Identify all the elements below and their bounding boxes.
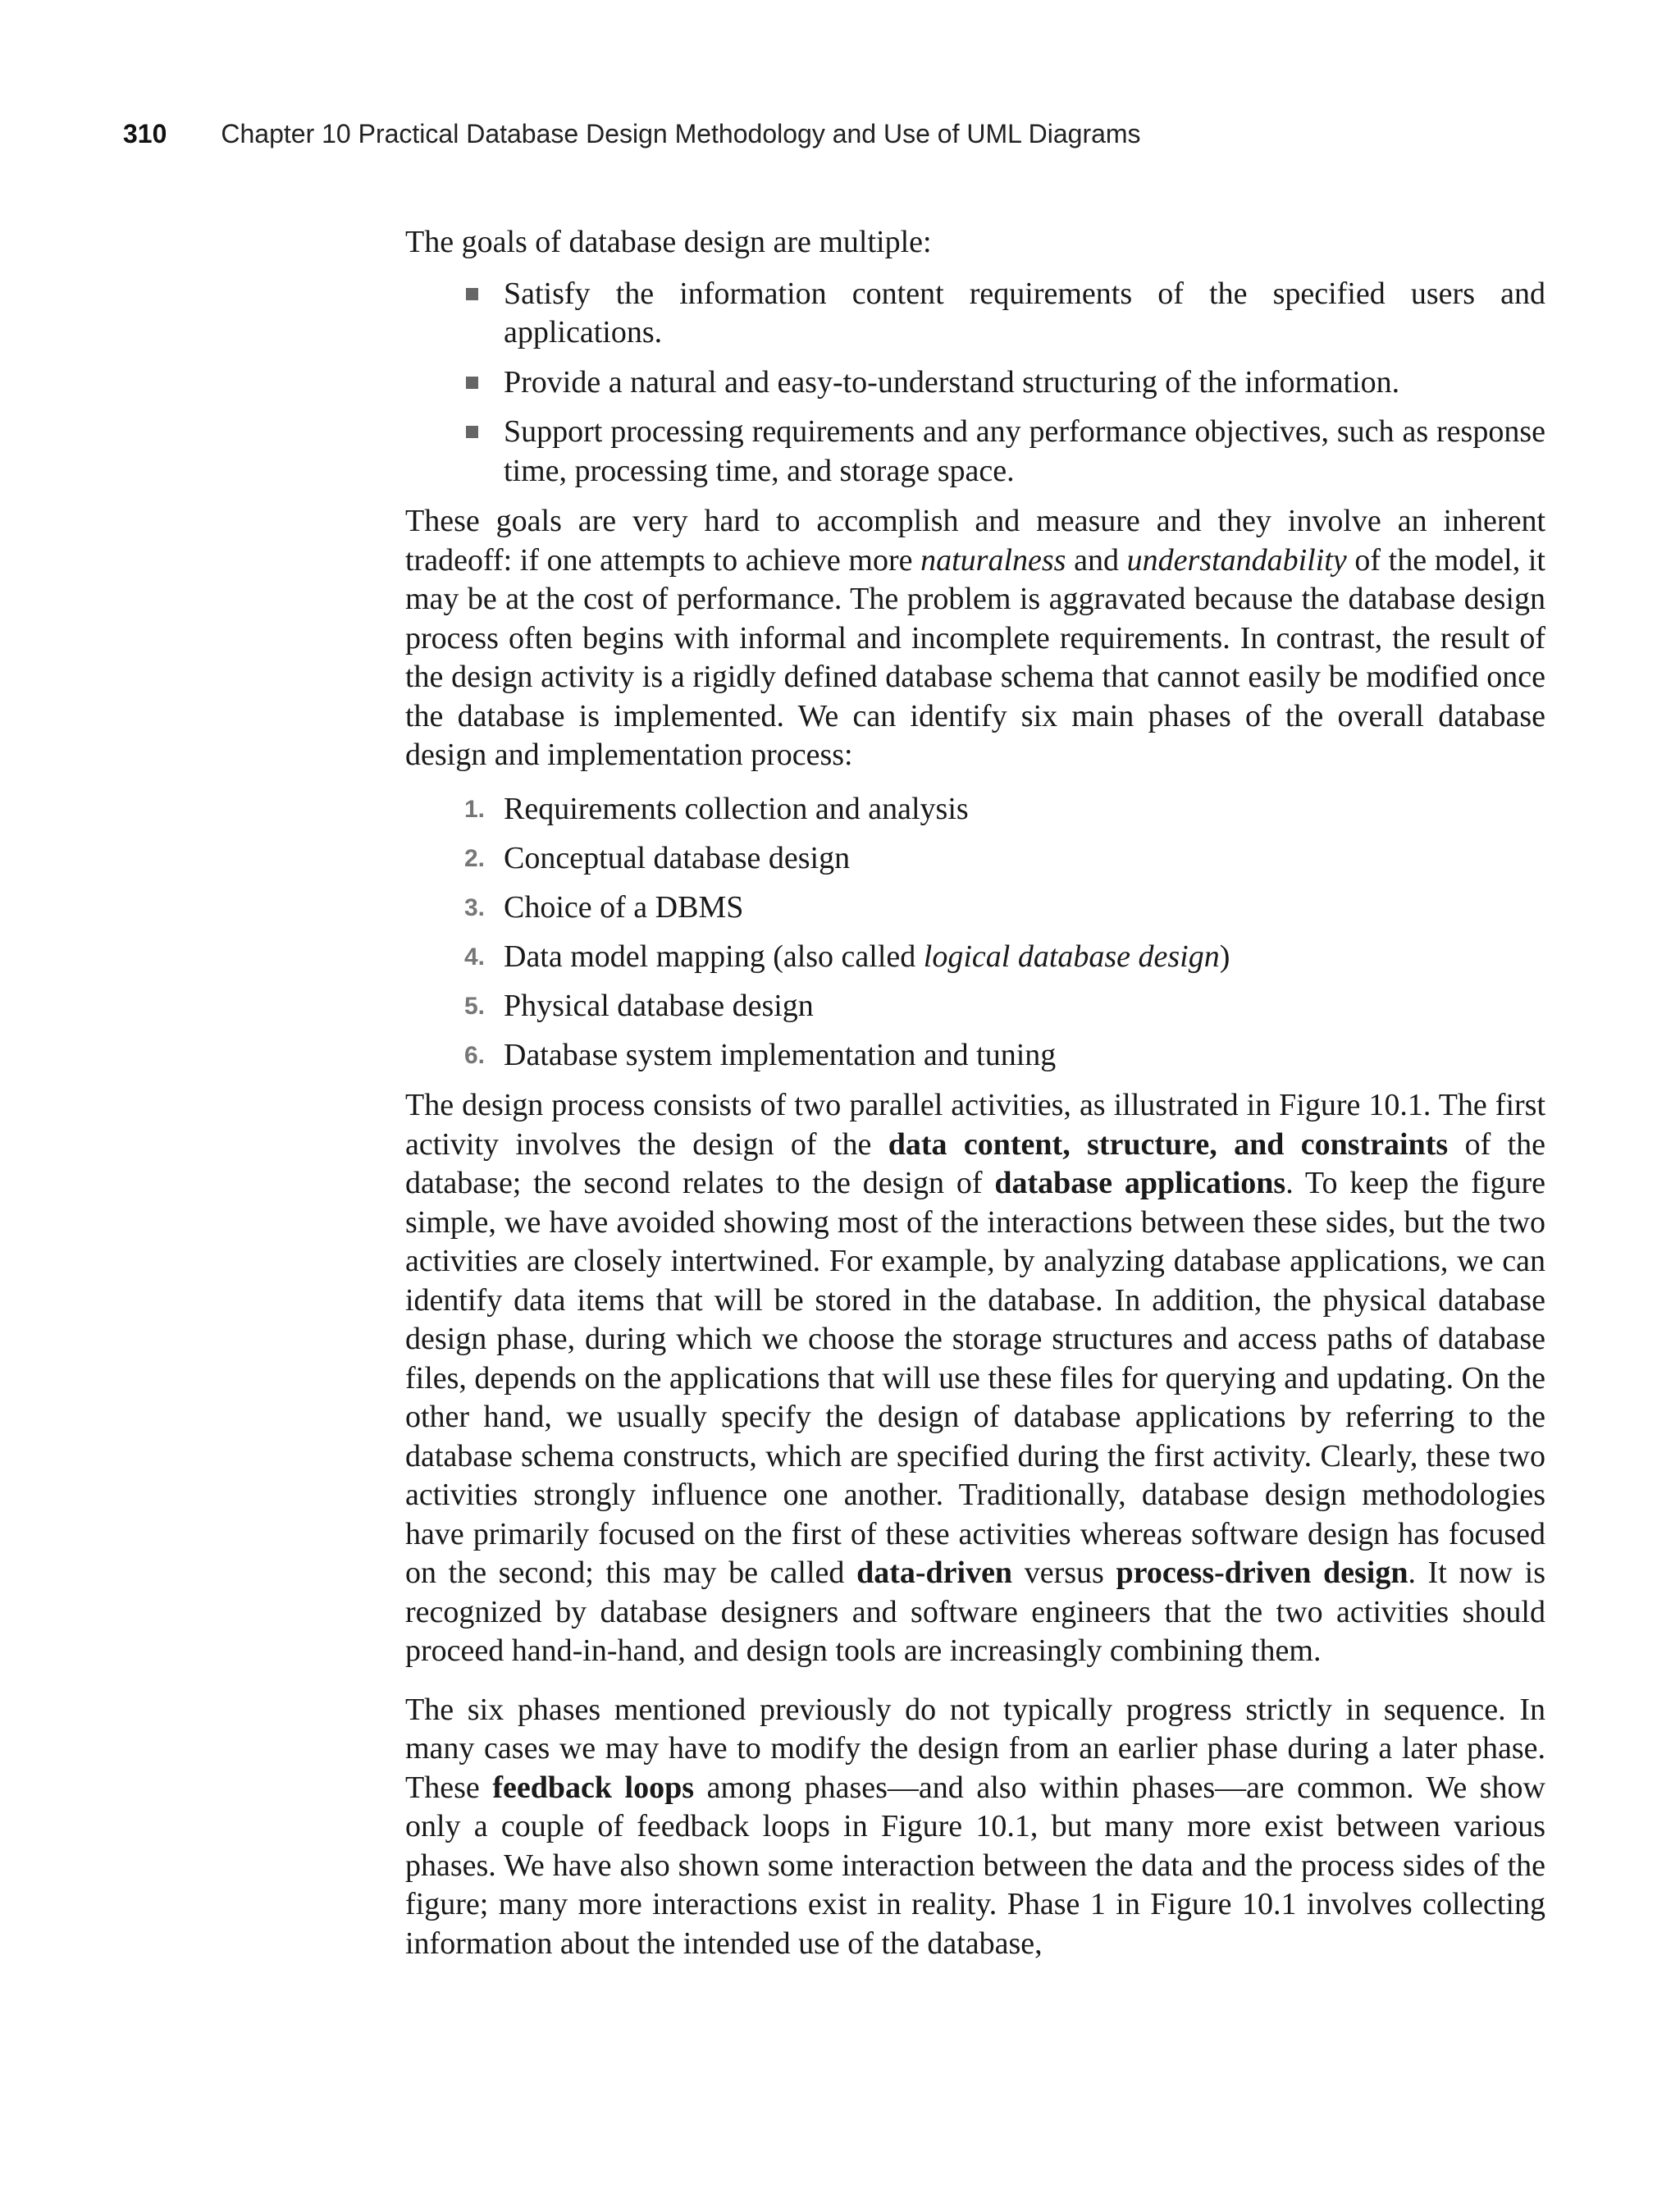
list-item: 1. Requirements collection and analysis [504, 790, 1545, 829]
bullet-square-icon [466, 377, 478, 389]
goal-text: Support processing requirements and any performance objectives, such as response time, processing time, and storage space. [504, 414, 1545, 488]
page-header [123, 119, 1141, 160]
body-text [405, 223, 1545, 1963]
goal-text: Provide a natural and easy-to-understand structuring of the information. [504, 364, 1400, 400]
phase-number: 1. [464, 795, 486, 823]
page-number: 310 [123, 119, 167, 148]
paragraph-parallel-activities: The design process consists of two parallel activities, as illustrated in Figure 10.1. The first activity involves the design of the data content, structure, and constraints of the database; the second relates to the design of database applications. To keep the figure simple, we have avoided showing most of the interactions between these sides, but the two activities are closely intertwined. For example, by analyzing database applications, we can identify data items that will be stored in the database. In addition, the physical database design phase, during which we choose the storage structures and access paths of database files, depends on the applications that will use these files for querying and updating. On the other hand, we usually specify the design of database applications by referring to the database schema constructs, which are specified during the first activity. Clearly, these two activities strongly influence one another. Traditionally, database design methodologies have primarily focused on the first of these activities whereas software design has focused on the second; this may be called data-driven versus process-driven design. It now is recognized by database designers and software engineers that the two activities should proceed hand-in-hand, and design tools are increasingly combining them. [405, 1088, 1546, 1668]
paragraph-goals-tradeoff: These goals are very hard to accomplish and measure and they involve an inherent tradeoff: if one attempts to achieve more naturalness and understandability of the model, it may be at the cost of performance. The problem is aggravated because the database design process often begins with informal and incomplete requirements. In contrast, the result of the design activity is a rigidly defined database schema that cannot easily be modified once the database is implemented. We can identify six main phases of the overall database design and implementation process: [405, 504, 1545, 772]
bullet-square-icon [466, 426, 478, 438]
list-item [504, 363, 1545, 403]
phase-number: 4. [464, 943, 486, 971]
list-item: 3. Choice of a DBMS [504, 889, 1545, 928]
goal-text: Satisfy the information content requirements of the specified users and applications. [504, 276, 1545, 349]
list-item [504, 275, 1545, 353]
paragraph-feedback-loops: The six phases mentioned previously do not typically progress strictly in sequence. In many cases we may have to modify the design from an earlier phase during a later phase. These feedback loops among phases—and also within phases—are common. We show only a couple of feedback loops in Figure 10.1, but many more exist between various phases. We have also shown some interaction between the data and the process sides of the figure; many more interactions exist in reality. Phase 1 in Figure 10.1 involves collecting information about the intended use of the database, [405, 1692, 1545, 1961]
list-item [504, 413, 1545, 491]
goals-list [405, 275, 1545, 491]
bullet-square-icon [466, 288, 478, 300]
running-head: Chapter 10 Practical Database Design Methodology and Use of UML Diagrams [221, 119, 1141, 148]
phase-number: 6. [464, 1041, 486, 1069]
phases-list [405, 790, 1545, 1076]
list-item: 2. Conceptual database design [504, 839, 1545, 879]
list-item: 5. Physical database design [504, 987, 1545, 1026]
phase-number: 2. [464, 844, 486, 872]
list-item: 6. Database system implementation and tuning [504, 1036, 1545, 1076]
phase-number: 3. [464, 893, 486, 921]
phase-number: 5. [464, 992, 486, 1020]
intro-paragraph: The goals of database design are multiple: [405, 225, 932, 259]
list-item: 4. Data model mapping (also called logical database design) [504, 938, 1545, 977]
